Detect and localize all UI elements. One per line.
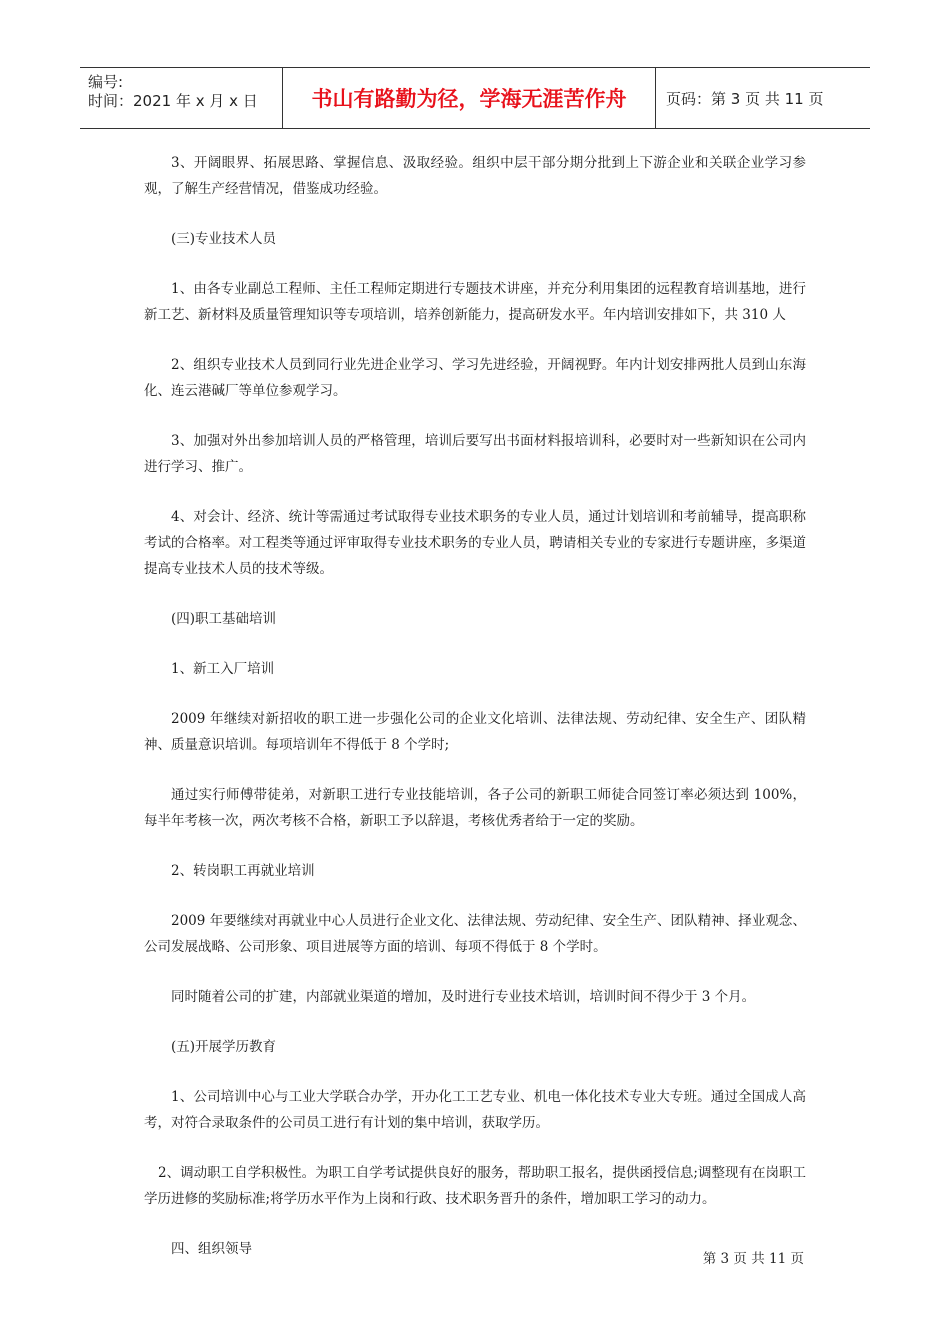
page-footer: 第 3 页 共 11 页 (702, 1251, 804, 1267)
paragraph: 3、加强对外出参加培训人员的严格管理，培训后要写出书面材料报培训科，必要时对一些新知识在公司内进行学习、推广。 (144, 433, 806, 475)
paragraph: 2009 年继续对新招收的职工进一步强化公司的企业文化培训、法律法规、劳动纪律、安全生产、团队精神、质量意识培训。每项培训年不得低于 8 个学时; (144, 711, 806, 753)
paragraph: 1、公司培训中心与工业大学联合办学，开办化工工艺专业、机电一体化技术专业大专班。通过全国成人高考，对符合录取条件的公司员工进行有计划的集中培训，获取学历。 (144, 1089, 806, 1131)
paragraph: 2009 年要继续对再就业中心人员进行企业文化、法律法规、劳动纪律、安全生产、团队精神、择业观念、公司发展战略、公司形象、项目进展等方面的培训、每项不得低于 8 个学时。 (144, 913, 806, 955)
section-heading: (三)专业技术人员 (171, 231, 277, 247)
header-motto: 书山有路勤为径，学海无涯苦作舟 (282, 68, 656, 128)
section-heading: (四)职工基础培训 (171, 611, 277, 627)
subsection-heading: 2、转岗职工再就业培训 (171, 863, 315, 879)
paragraph: 2、调动职工自学积极性。为职工自学考试提供良好的服务，帮助职工报名，提供函授信息;调整现有在岗职工学历进修的奖励标准;将学历水平作为上岗和行政、技术职务晋升的条件，增加职工学习的动力。 (144, 1165, 806, 1207)
section-heading: (五)开展学历教育 (171, 1039, 277, 1055)
paragraph: 4、对会计、经济、统计等需通过考试取得专业技术职务的专业人员，通过计划培训和考前辅导，提高职称考试的合格率。对工程类等通过评审取得专业技术职务的专业人员，聘请相关专业的专家进行专题讲座，多渠道提高专业技术人员的技术等级。 (144, 509, 806, 577)
paragraph: 2、组织专业技术人员到同行业先进企业学习、学习先进经验，开阔视野。年内计划安排两批人员到山东海化、连云港碱厂等单位参观学习。 (144, 357, 806, 399)
header-page-number: 页码：第 3 页 共 11 页 (666, 89, 824, 108)
number-label: 编号: (88, 73, 124, 91)
header-meta (80, 68, 282, 128)
document-body (144, 150, 806, 1286)
chapter-heading: 四、组织领导 (171, 1241, 252, 1257)
paragraph: 通过实行师傅带徒弟，对新职工进行专业技能培训，各子公司的新职工师徒合同签订率必须达到 100%，每半年考核一次，两次考核不合格，新职工予以辞退，考核优秀者给于一定的奖励。 (144, 787, 806, 829)
subsection-heading: 1、新工入厂培训 (171, 661, 275, 677)
document-header (80, 67, 870, 129)
paragraph: 3、开阔眼界、拓展思路、掌握信息、汲取经验。组织中层干部分期分批到上下游企业和关联企业学习参观，了解生产经营情况，借鉴成功经验。 (144, 155, 806, 197)
paragraph: 同时随着公司的扩建，内部就业渠道的增加，及时进行专业技术培训，培训时间不得少于 3 个月。 (171, 989, 756, 1005)
date-label: 时间：2021 年 x 月 x 日 (88, 92, 258, 110)
paragraph: 1、由各专业副总工程师、主任工程师定期进行专题技术讲座，并充分利用集团的远程教育培训基地，进行新工艺、新材料及质量管理知识等专项培训，培养创新能力，提高研发水平。年内培训安排如下，共 310 人 (144, 281, 806, 323)
